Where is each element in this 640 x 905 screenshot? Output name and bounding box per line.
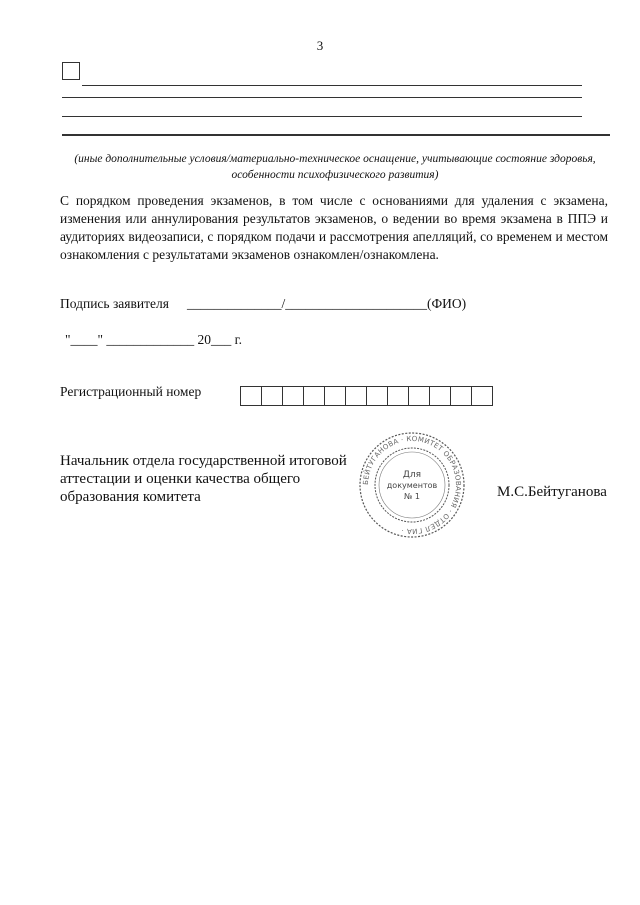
reg-cell[interactable]	[325, 387, 346, 405]
date-line[interactable]: "____" _____________ 20___ г.	[65, 332, 243, 347]
official-name: М.С.Бейтуганова	[497, 484, 607, 500]
reg-cell[interactable]	[262, 387, 283, 405]
reg-cell[interactable]	[472, 387, 493, 405]
acknowledgement-text: С порядком проведения экзаменов, в том числе с основаниями для удаления с экзамена, изменения или аннулирования результатов экзаменов, о ведении во время экзамена в ППЭ и аудиториях видеозаписи, с порядком подачи и рассмотрения апелляций, со временем и местом ознакомления с результатами экзаменов ознакомлен/ознакомлена.	[60, 193, 608, 262]
input-line-3[interactable]	[62, 116, 582, 117]
input-line-2[interactable]	[62, 97, 582, 98]
round-stamp-icon	[357, 430, 467, 540]
stamp-center-line-2: документов	[386, 481, 438, 490]
reg-cell[interactable]	[283, 387, 304, 405]
extra-conditions-caption: (иные дополнительные условия/материально-техническое оснащение, учитывающие состояние здоровья, особенности психофизического развития)	[74, 153, 596, 181]
reg-cell[interactable]	[346, 387, 367, 405]
reg-cell[interactable]	[241, 387, 262, 405]
input-line-1[interactable]	[82, 85, 582, 86]
signature-label: Подпись заявителя	[60, 296, 169, 311]
stamp-center-line-3: № 1	[404, 492, 420, 501]
reg-cell[interactable]	[430, 387, 451, 405]
registration-label: Регистрационный номер	[60, 384, 202, 399]
reg-cell[interactable]	[304, 387, 325, 405]
reg-cell[interactable]	[388, 387, 409, 405]
page-number: 3	[316, 38, 324, 53]
registration-number-boxes[interactable]	[240, 386, 493, 406]
stamp-ring-text: БЕЙТУГАНОВА · КОМИТЕТ ОБРАЗОВАНИЯ · ОТДЕЛ ГИА ·	[361, 434, 463, 536]
input-line-4[interactable]	[62, 134, 610, 136]
extra-conditions-checkbox[interactable]	[62, 62, 80, 80]
stamp-center-line-1: Для	[402, 470, 422, 480]
reg-cell[interactable]	[451, 387, 472, 405]
reg-cell[interactable]	[367, 387, 388, 405]
official-title: Начальник отдела государственной итоговой аттестации и оценки качества общего образования комитета	[60, 453, 347, 505]
reg-cell[interactable]	[409, 387, 430, 405]
signature-blank[interactable]: ______________/_____________________(ФИО)	[187, 296, 467, 311]
